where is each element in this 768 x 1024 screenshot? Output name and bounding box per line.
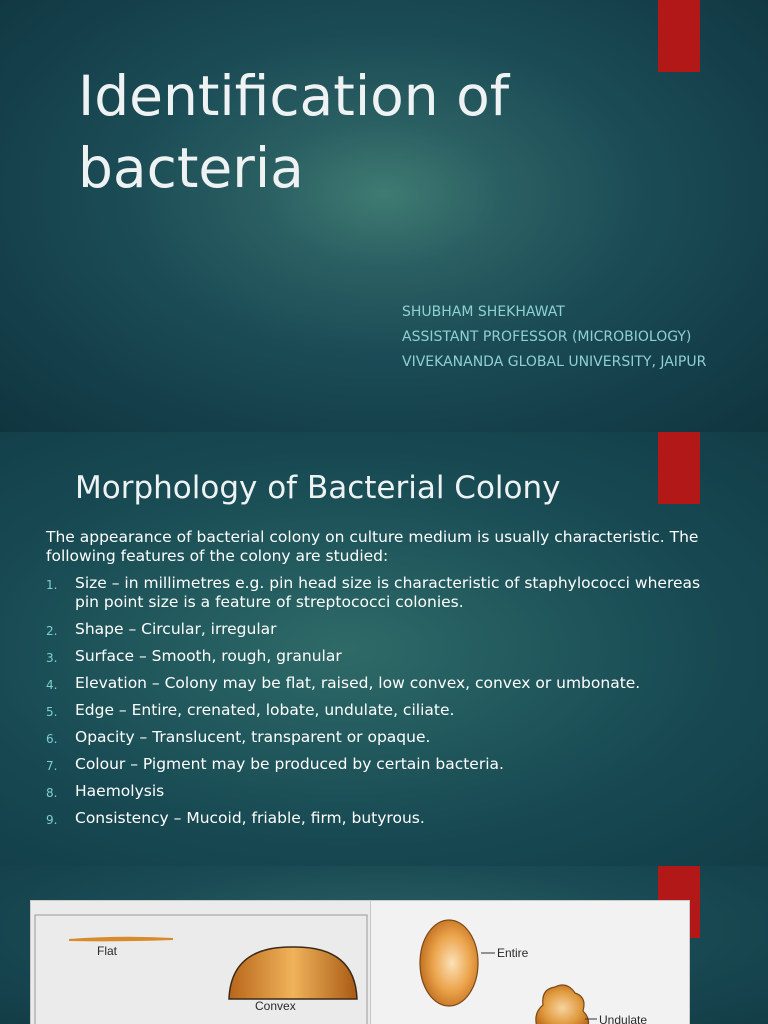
list-number: 5. [46,705,58,719]
list-item [46,620,726,639]
list-item-text: Elevation – Colony may be flat, raised, low convex, convex or umbonate. [75,674,641,692]
list-number: 4. [46,678,58,692]
elevation-illustration [31,901,371,1024]
list-number: 3. [46,651,58,665]
intro-paragraph: The appearance of bacterial colony on culture medium is usually characteristic. The following features of the colony are studied: [46,528,699,565]
list-number: 9. [46,813,58,827]
list-item [46,782,726,801]
undulate-colony-shape [536,985,589,1024]
list-item-text: Haemolysis [75,782,165,800]
list-item-text: Surface – Smooth, rough, granular [75,647,342,665]
list-item [46,728,726,747]
list-item-text: Colour – Pigment may be produced by certain bacteria. [75,755,504,773]
author-block [402,304,732,379]
list-item [46,809,726,828]
list-item-text: Opacity – Translucent, transparent or opaque. [75,728,431,746]
edge-illustration [371,901,689,1024]
slide-title: Morphology of Bacterial Colony [75,470,561,506]
entire-colony-shape [420,920,478,1006]
edge-figure [370,900,690,1024]
convex-label: Convex [255,999,296,1013]
colony-figure-slide [0,866,768,1024]
morphology-slide [0,432,768,866]
accent-bar [658,0,700,72]
author-position: ASSISTANT PROFESSOR (MICROBIOLOGY) [402,329,692,345]
list-number: 2. [46,624,58,638]
list-item [46,701,726,720]
author-name: SHUBHAM SHEKHAWAT [402,304,565,320]
list-number: 7. [46,759,58,773]
list-item-text: Shape – Circular, irregular [75,620,277,638]
feature-list [46,574,726,836]
list-item [46,674,726,693]
list-item-text: Consistency – Mucoid, friable, firm, butyrous. [75,809,425,827]
list-item-text: Edge – Entire, crenated, lobate, undulate, ciliate. [75,701,455,719]
undulate-label: Undulate [599,1013,648,1024]
flat-label: Flat [97,944,118,958]
list-item [46,647,726,666]
list-number: 8. [46,786,58,800]
list-item-text: Size – in millimetres e.g. pin head size is characteristic of staphylococci whereas pin point size is a feature of streptococci colonies. [75,574,701,611]
title-slide [0,0,768,432]
convex-colony-shape [229,947,357,999]
list-number: 6. [46,732,58,746]
accent-bar [658,432,700,504]
elevation-figure [30,900,372,1024]
list-item [46,574,726,612]
author-affiliation: VIVEKANANDA GLOBAL UNIVERSITY, JAIPUR [402,354,707,370]
entire-label: Entire [497,946,529,960]
list-item [46,755,726,774]
flat-colony-shape [69,937,173,942]
list-number: 1. [46,578,58,592]
slide-title: Identification of bacteria [78,64,510,200]
